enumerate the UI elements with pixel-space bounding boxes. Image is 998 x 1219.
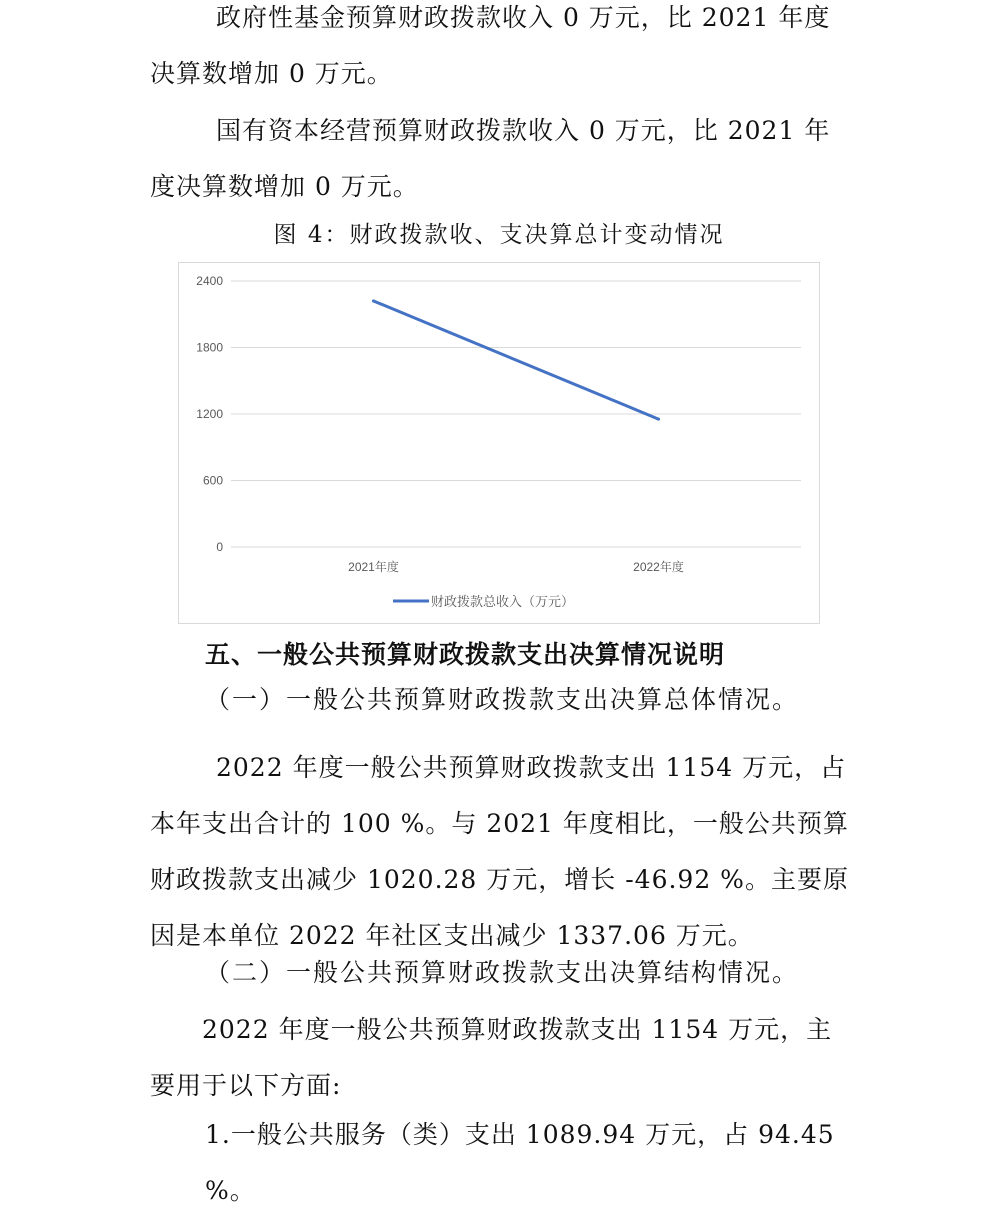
chart-canvas	[179, 263, 819, 623]
paragraph-fund-income: 政府性基金预算财政拨款收入 0 万元，比 2021 年度决算数增加 0 万元。	[150, 3, 831, 88]
x-tick-label: 2021年度	[348, 560, 399, 574]
legend-label: 财政拨款总收入（万元）	[431, 595, 575, 610]
section-heading: 五、一般公共预算财政拨款支出决算情况说明	[205, 640, 726, 669]
data-point	[657, 418, 660, 421]
y-tick-label: 1200	[196, 407, 223, 421]
y-tick-label: 1800	[196, 340, 223, 355]
paragraph-expenditure-structure: 2022 年度一般公共预算财政拨款支出 1154 万元，主要用于以下方面:	[150, 1015, 833, 1100]
sub-heading-overall: （一）一般公共预算财政拨款支出决算总体情况。	[205, 685, 800, 714]
figure-caption: 图 4：财政拨款收、支决算总计变动情况	[273, 222, 725, 248]
y-tick-label: 600	[202, 473, 223, 488]
paragraph-expenditure-overview: 2022 年度一般公共预算财政拨款支出 1154 万元，占本年支出合计的 100 %。与 2021 年度相比，一般公共预算财政拨款支出减少 1020.28 万元，增长 -46.92 %。主要原因是本单位 2022 年社区支出减少 1337.06 万元。	[150, 753, 849, 950]
sub-heading-structure: （二）一般公共预算财政拨款支出决算结构情况。	[205, 958, 800, 987]
y-tick-label: 0	[216, 540, 223, 554]
y-tick-label: 2400	[196, 274, 223, 288]
line-chart	[178, 262, 820, 624]
paragraph-state-capital-income: 国有资本经营预算财政拨款收入 0 万元，比 2021 年度决算数增加 0 万元。	[150, 116, 831, 201]
data-point	[372, 299, 375, 302]
series-line	[374, 301, 659, 419]
paragraph-general-services: 1.一般公共服务（类）支出 1089.94 万元，占 94.45 %。	[205, 1120, 835, 1205]
x-tick-label: 2022年度	[633, 560, 684, 574]
